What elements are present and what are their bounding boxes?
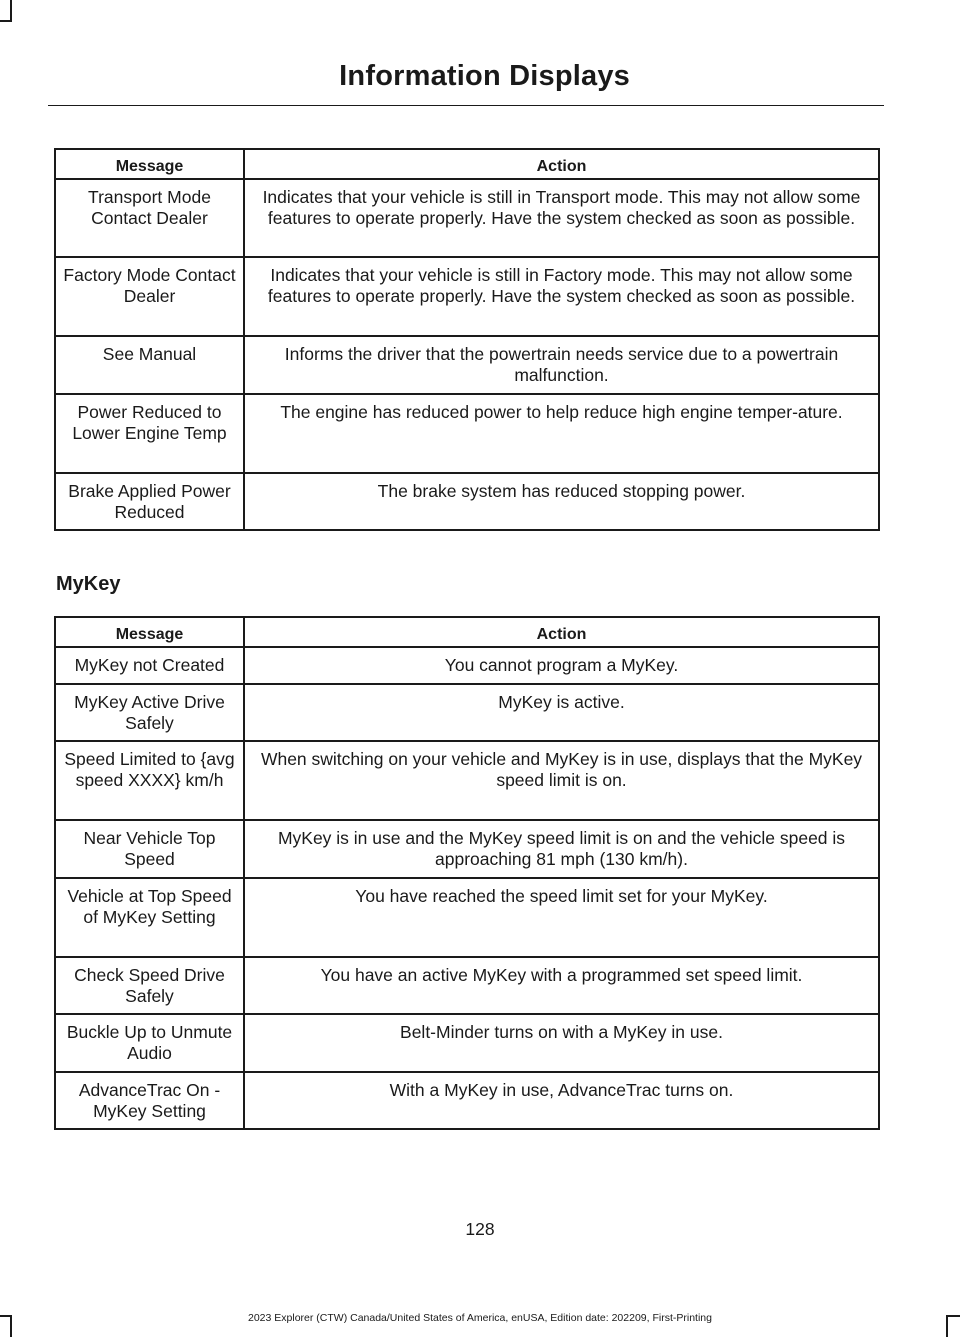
message-table (54, 148, 880, 531)
message-cell: MyKey Active Drive Safely (55, 684, 244, 741)
action-cell: Indicates that your vehicle is still in Transport mode. This may not allow some features to operate properly. Have the system checked as soon as possible. (244, 179, 879, 257)
action-cell: You cannot program a MyKey. (244, 647, 879, 684)
crop-mark (0, 20, 12, 22)
table-row (55, 684, 879, 741)
mykey-message-table (54, 616, 880, 1130)
action-cell: The brake system has reduced stopping power. (244, 473, 879, 530)
message-cell: Transport Mode Contact Dealer (55, 179, 244, 257)
action-cell: You have reached the speed limit set for your MyKey. (244, 878, 879, 957)
message-cell: Near Vehicle Top Speed (55, 820, 244, 878)
table-header-row (55, 617, 879, 647)
action-cell: You have an active MyKey with a programmed set speed limit. (244, 957, 879, 1014)
table-row (55, 820, 879, 878)
column-header: Message (55, 149, 244, 179)
section-heading: MyKey (56, 573, 121, 595)
table-row (55, 473, 879, 530)
message-cell: Speed Limited to {avg speed XXXX} km/h (55, 741, 244, 820)
table-row (55, 1014, 879, 1072)
message-cell: Brake Applied Power Reduced (55, 473, 244, 530)
message-cell: AdvanceTrac On - MyKey Setting (55, 1072, 244, 1129)
action-cell: The engine has reduced power to help reduce high engine temper-ature. (244, 394, 879, 473)
crop-mark (10, 0, 12, 22)
message-cell: MyKey not Created (55, 647, 244, 684)
table-row (55, 647, 879, 684)
message-cell: Factory Mode Contact Dealer (55, 257, 244, 336)
column-header: Message (55, 617, 244, 647)
message-cell: Power Reduced to Lower Engine Temp (55, 394, 244, 473)
table-row (55, 336, 879, 394)
action-cell: MyKey is active. (244, 684, 879, 741)
action-cell: Belt-Minder turns on with a MyKey in use. (244, 1014, 879, 1072)
footer-edition-text: 2023 Explorer (CTW) Canada/United States of America, enUSA, Edition date: 202209, First-Printing (248, 1312, 712, 1324)
table-row (55, 179, 879, 257)
table-row (55, 257, 879, 336)
action-cell: Informs the driver that the powertrain needs service due to a powertrain malfunction. (244, 336, 879, 394)
action-cell: Indicates that your vehicle is still in Factory mode. This may not allow some features to operate properly. Have the system checked as soon as possible. (244, 257, 879, 336)
action-cell: MyKey is in use and the MyKey speed limit is on and the vehicle speed is approaching 81 mph (130 km/h). (244, 820, 879, 878)
table-row (55, 957, 879, 1014)
page-title: Information Displays (339, 60, 630, 92)
column-header: Action (244, 149, 879, 179)
message-cell: Buckle Up to Unmute Audio (55, 1014, 244, 1072)
action-cell: With a MyKey in use, AdvanceTrac turns on. (244, 1072, 879, 1129)
table-row (55, 394, 879, 473)
column-header: Action (244, 617, 879, 647)
table-header-row (55, 149, 879, 179)
table-row (55, 741, 879, 820)
table-row (55, 1072, 879, 1129)
message-cell: See Manual (55, 336, 244, 394)
header-divider (48, 105, 884, 106)
message-cell: Vehicle at Top Speed of MyKey Setting (55, 878, 244, 957)
message-cell: Check Speed Drive Safely (55, 957, 244, 1014)
action-cell: When switching on your vehicle and MyKey is in use, displays that the MyKey speed limit is on. (244, 741, 879, 820)
table-row (55, 878, 879, 957)
page-number: 128 (465, 1219, 495, 1239)
